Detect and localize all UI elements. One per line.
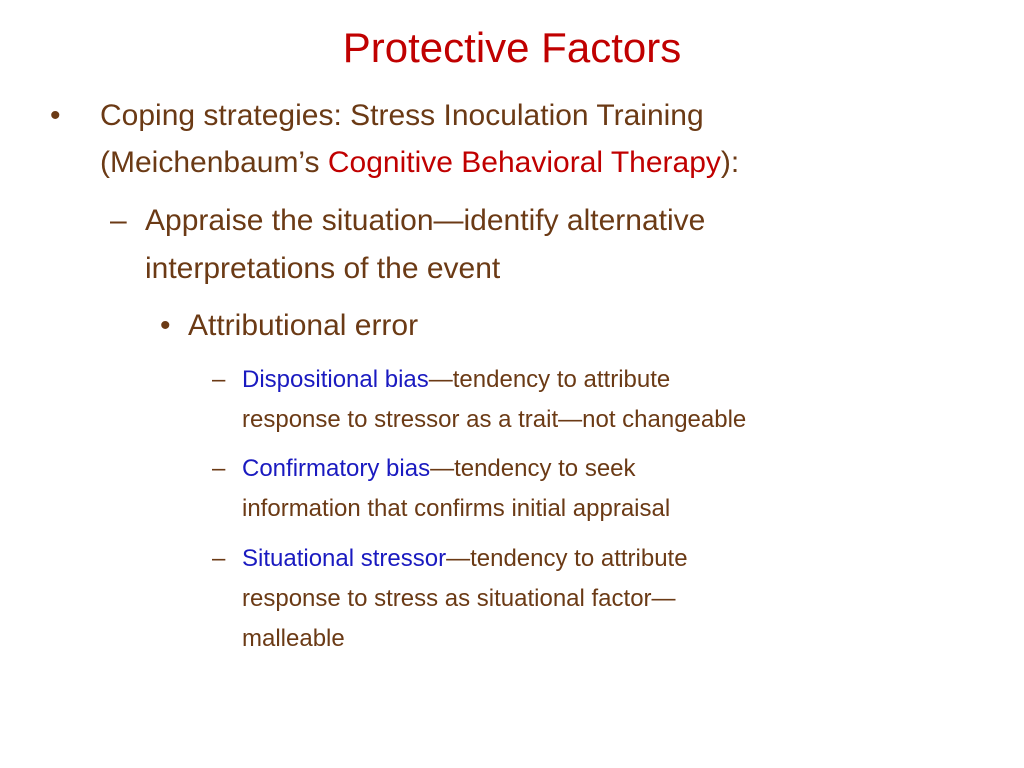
level4-item2-dash: –	[212, 455, 226, 482]
term-situational-stressor: Situational stressor	[242, 545, 447, 572]
level4-item1-dash: –	[212, 366, 226, 393]
level1-line2-prefix: (Meichenbaum’s	[100, 146, 328, 179]
level4-item2-rest: —tendency to seek	[430, 455, 636, 482]
level2-line1: Appraise the situation—identify alternative	[145, 204, 706, 237]
cbt-highlight: Cognitive Behavioral Therapy	[327, 146, 721, 179]
level3-text: Attributional error	[188, 309, 419, 342]
level4-item3-line1	[242, 542, 688, 576]
level4-item2-line1	[242, 452, 636, 486]
term-dispositional-bias: Dispositional bias	[242, 366, 429, 393]
level4-item3-rest: —tendency to attribute	[446, 545, 688, 572]
level4-item3-line3: malleable	[242, 625, 345, 652]
level3-bullet: •	[160, 309, 171, 342]
level1-line2	[100, 144, 739, 182]
term-confirmatory-bias: Confirmatory bias	[242, 455, 431, 482]
level4-item1-line1	[242, 363, 670, 397]
level4-item1-rest: —tendency to attribute	[428, 366, 671, 393]
level4-item2-line2: information that confirms initial appraisal	[242, 495, 671, 522]
level1-bullet: •	[50, 99, 61, 132]
level4-item3-line2: response to stress as situational factor—	[242, 585, 676, 612]
level4-item3-dash: –	[212, 545, 226, 572]
level2-line2: interpretations of the event	[145, 252, 501, 285]
slide-title: Protective Factors	[342, 24, 682, 71]
level1-line1: Coping strategies: Stress Inoculation Training	[100, 99, 704, 132]
level2-dash: –	[110, 204, 127, 237]
level4-item1-line2: response to stressor as a trait—not changeable	[242, 406, 747, 433]
level1-line2-suffix: ):	[720, 146, 740, 179]
